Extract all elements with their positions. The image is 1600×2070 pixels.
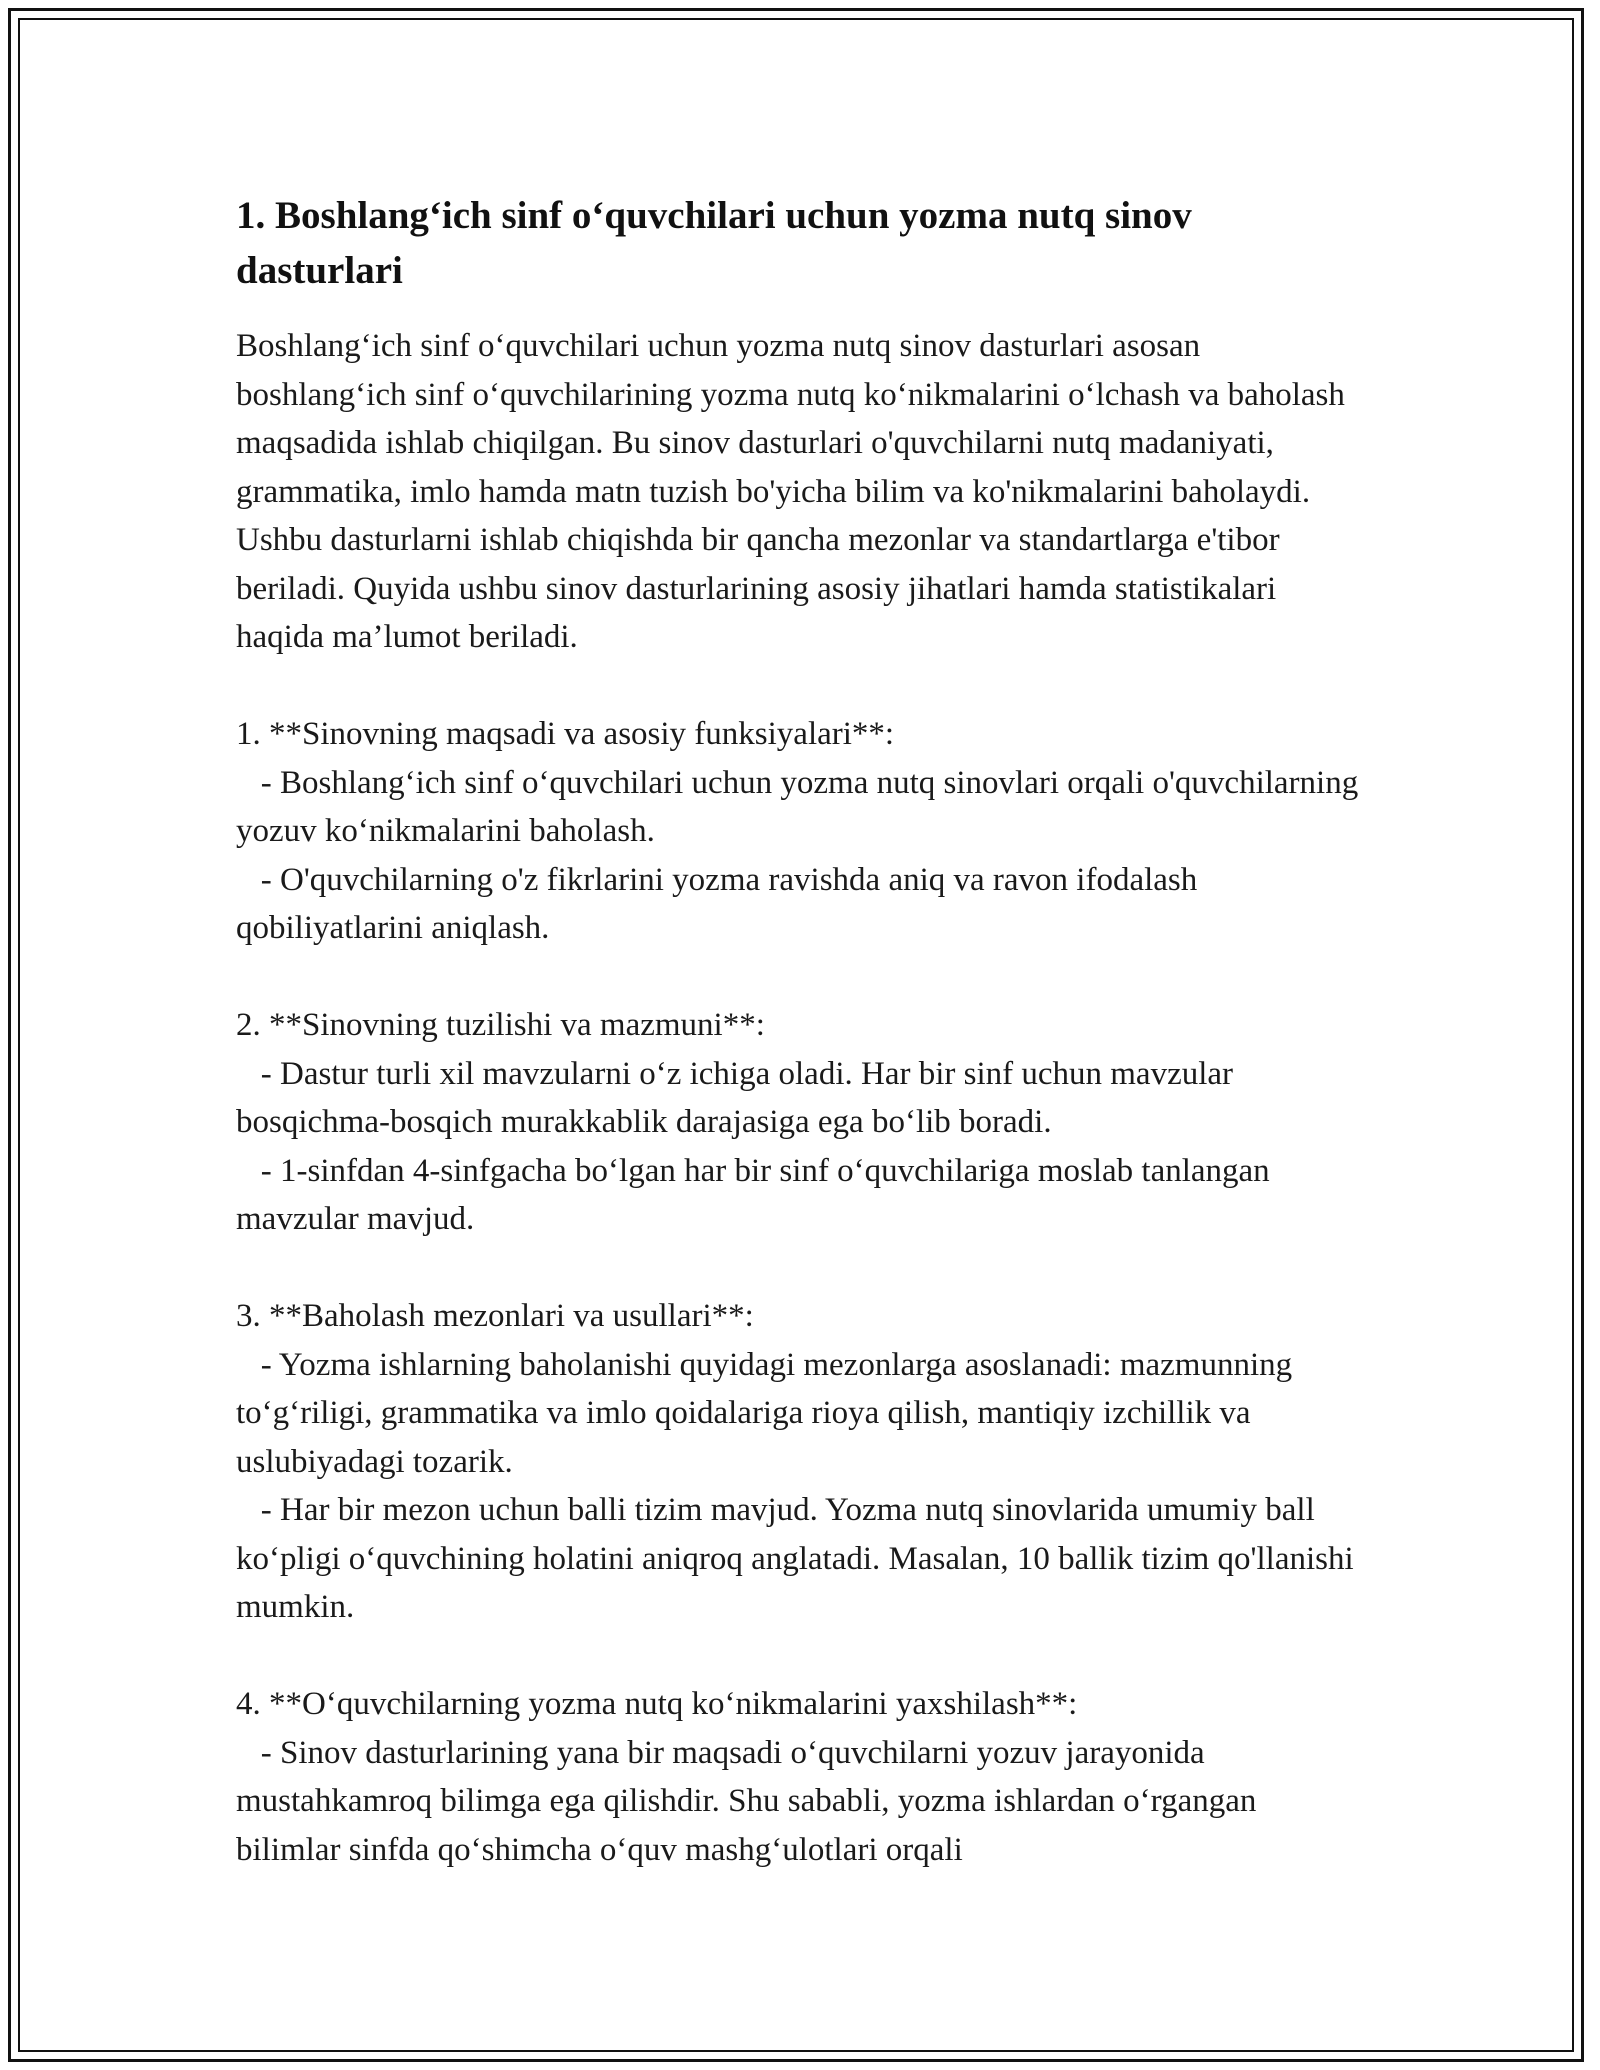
section-heading: 1. **Sinovning maqsadi va asosiy funksiyalari**: [236,716,895,752]
document-body [236,188,1366,1874]
section-item: - Sinov dasturlarining yana bir maqsadi o‘quvchilarni yozuv jarayonida mustahkamroq bilimga ega qilishdir. Shu sababli, yozma ishlardan o‘rgangan bilimlar sinfda qo‘shimcha o‘quv mashg‘ulotlari orqali [236,1734,1265,1868]
section-item: - O'quvchilarning o'z fikrlarini yozma ravishda aniq va ravon ifodalash qobiliyatlarini aniqlash. [236,861,1206,946]
section-item: - Yozma ishlarning baholanishi quyidagi mezonlarga asoslanadi: mazmunning to‘g‘riligi, grammatika va imlo qoidalariga rioya qilish, mantiqiy izchillik va uslubiyadagi tozarik. [236,1346,1301,1480]
section-4 [236,1680,1366,1874]
section-1 [236,710,1366,953]
document-title: 1. Boshlang‘ich sinf o‘quvchilari uchun yozma nutq sinov dasturlari [236,194,1192,292]
section-3 [236,1292,1366,1632]
section-heading: 2. **Sinovning tuzilishi va mazmuni**: [236,1007,765,1043]
intro-paragraph: Boshlang‘ich sinf o‘quvchilari uchun yozma nutq sinov dasturlari asosan boshlang‘ich sinf o‘quvchilarining yozma nutq ko‘nikmalarini o‘lchash va baholash maqsadida ishlab chiqilgan. Bu sinov dasturlari o'quvchilarni nutq madaniyati, grammatika, imlo hamda matn tuzish bo'yicha bilim va ko'nikmalarini baholaydi. Ushbu dasturlarni ishlab chiqishda bir qancha mezonlar va standartlarga e'tibor beriladi. Quyida ushbu sinov dasturlarining asosiy jihatlari hamda statistikalari haqida ma’lumot beriladi. [236,328,1354,655]
section-item: - Har bir mezon uchun balli tizim mavjud. Yozma nutq sinovlarida umumiy ball ko‘pligi o‘quvchining holatini aniqroq anglatadi. Masalan, 10 ballik tizim qo'llanishi mumkin. [236,1492,1362,1625]
section-item: - 1-sinfdan 4-sinfgacha bo‘lgan har bir sinf o‘quvchilariga moslab tanlangan mavzular mavjud. [236,1152,1278,1237]
section-2 [236,1001,1366,1244]
section-item: - Boshlang‘ich sinf o‘quvchilari uchun yozma nutq sinovlari orqali o'quvchilarning yozuv ko‘nikmalarini baholash. [236,764,1367,849]
section-item: - Dastur turli xil mavzularni o‘z ichiga oladi. Har bir sinf uchun mavzular bosqichma-bosqich murakkablik darajasiga ega bo‘lib boradi. [236,1055,1242,1140]
section-heading: 3. **Baholash mezonlari va usullari**: [236,1298,754,1334]
section-heading: 4. **O‘quvchilarning yozma nutq ko‘nikmalarini yaxshilash**: [236,1686,1078,1722]
